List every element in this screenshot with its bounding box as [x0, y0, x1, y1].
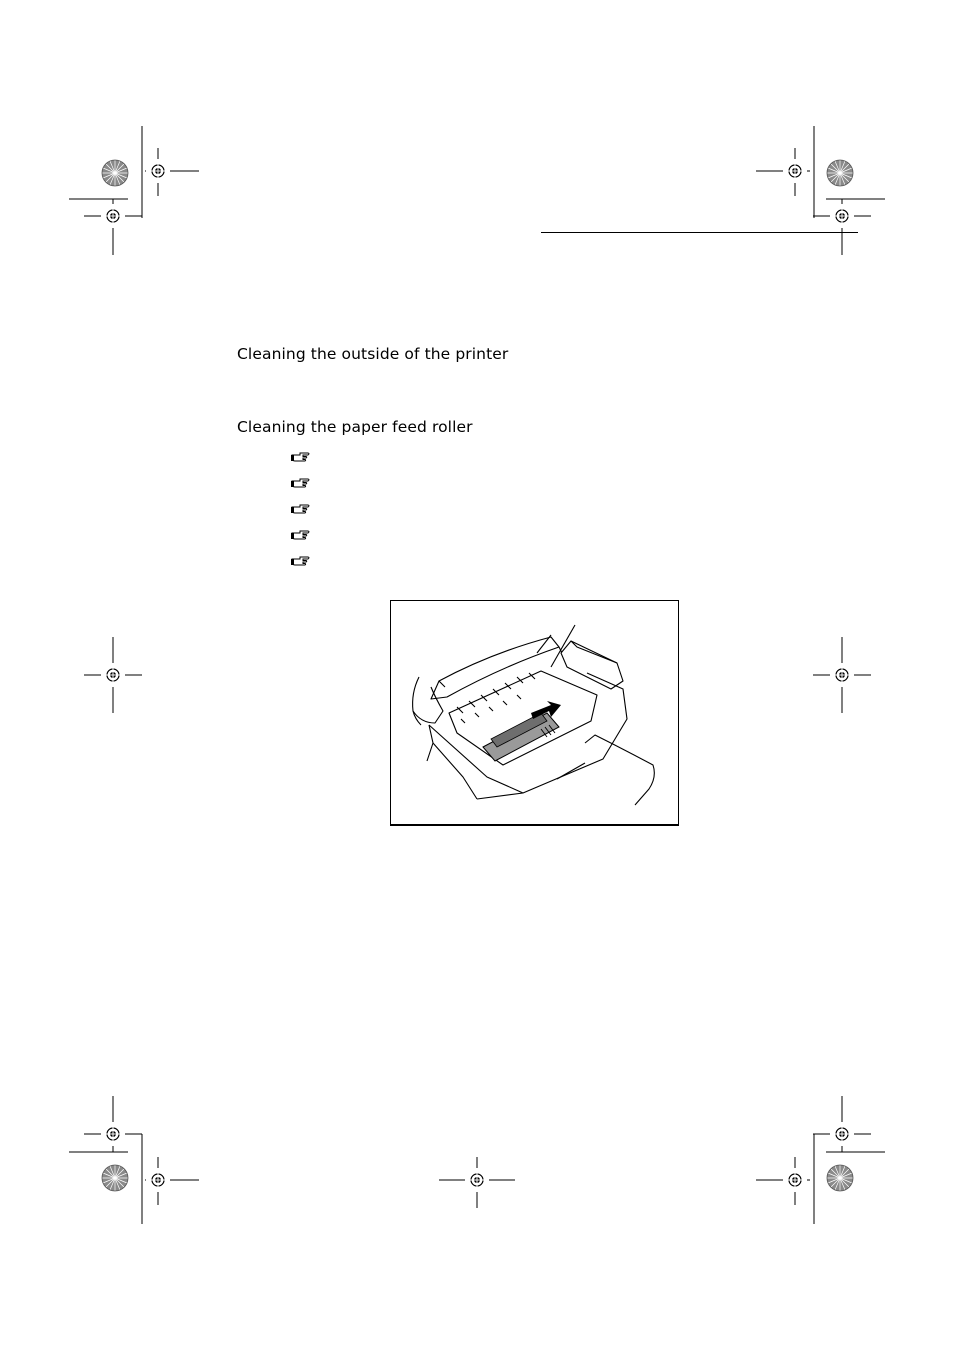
color-bar-star-icon [827, 1165, 853, 1191]
pointing-hand-icon [291, 527, 311, 541]
header-rule [541, 232, 858, 233]
crosshair-icon [101, 1122, 125, 1146]
step-marker [291, 474, 311, 488]
crosshair-icon [146, 1168, 170, 1192]
crosshair-icon [830, 663, 854, 687]
color-bar-star-icon [102, 160, 128, 186]
pointing-hand-icon [291, 553, 311, 567]
section-heading-outside: Cleaning the outside of the printer [237, 345, 509, 363]
step-marker [291, 500, 311, 514]
crosshair-icon [101, 204, 125, 228]
crosshair-icon [830, 204, 854, 228]
pointing-hand-icon [291, 475, 311, 489]
crosshair-icon [146, 159, 170, 183]
color-bar-star-icon [827, 160, 853, 186]
figure-printer-roller [390, 600, 679, 826]
pointing-hand-icon [291, 501, 311, 515]
printer-open-roller-illustration [391, 601, 678, 822]
crosshair-icon [783, 159, 807, 183]
crosshair-icon [465, 1168, 489, 1192]
color-bar-star-icon [102, 1165, 128, 1191]
crosshair-icon [101, 663, 125, 687]
section-heading-roller: Cleaning the paper feed roller [237, 418, 473, 436]
step-marker [291, 552, 311, 566]
step-marker [291, 448, 311, 462]
crosshair-icon [783, 1168, 807, 1192]
crosshair-icon [830, 1122, 854, 1146]
pointing-hand-icon [291, 449, 311, 463]
step-marker [291, 526, 311, 540]
